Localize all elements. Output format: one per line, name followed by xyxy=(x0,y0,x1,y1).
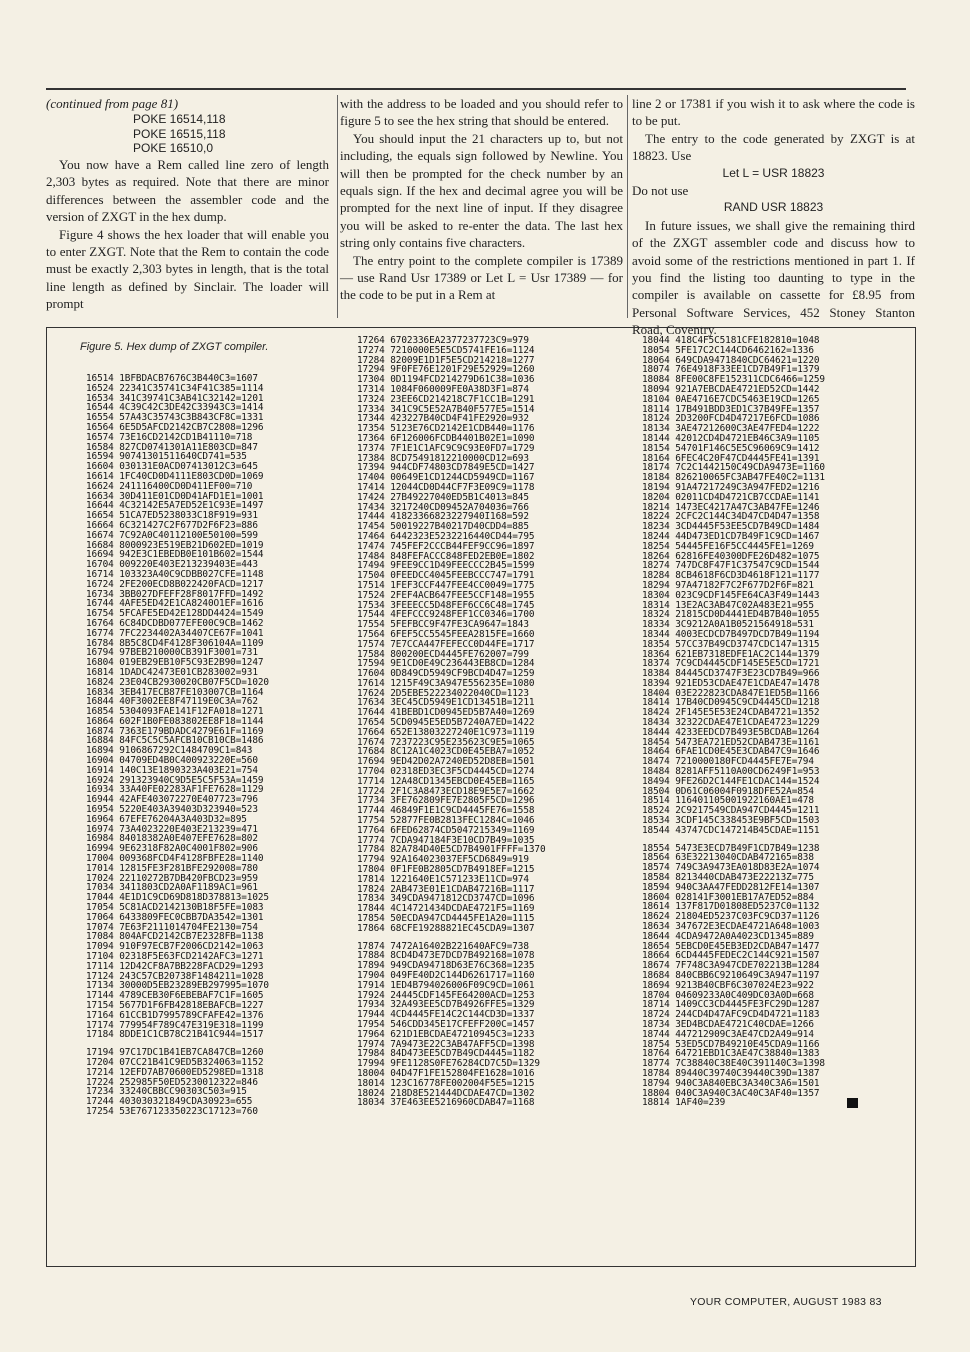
hex-row: 18694 9213B40CBF6C307024E23=922 xyxy=(642,979,814,991)
hex-row: 18614 137F817D01808ED5237C0=1132 xyxy=(642,901,820,913)
hex-row: 17684 8C12A1C4023CD0E45EBA7=1052 xyxy=(357,746,535,758)
hex-row: 18114 17B491BDD3ED1C37B49FE=1357 xyxy=(642,403,820,415)
hex-row: 17564 6FEF5CC5545FEEA2815FE=1660 xyxy=(357,628,535,640)
hex-row: 17984 84D473EE5CD7B49CD4445=1182 xyxy=(357,1048,535,1060)
hex-row: 18444 4233EEDCD7B493E5BCDAB=1264 xyxy=(642,726,820,738)
hex-row: 18094 921A7EBCDAE4721ED52CD=1442 xyxy=(642,383,820,395)
hex-row: 18474 7210000180FCD4445FE7E=794 xyxy=(642,756,814,768)
hex-row: 17494 9FEE9CC1D49FEECCC2B45=1599 xyxy=(357,560,535,572)
hex-row: 16734 3BB027DFEFF28F8017FFD=1492 xyxy=(86,588,264,600)
hex-row: 18234 3CD4445F53EE5CD7B49CD=1484 xyxy=(642,521,820,533)
article-column-3 xyxy=(632,95,915,339)
hex-row: 18534 3CDF145C338453E9BF5CD=1503 xyxy=(642,815,820,827)
hex-row: 18744 447212909C3AE47CD2A49=914 xyxy=(642,1028,814,1040)
hex-row: 17194 97C17DC1B41EB7CA847CB=1260 xyxy=(86,1047,264,1059)
hex-row: 17444 41823366823227940I168=592 xyxy=(357,511,529,523)
hex-row: 17524 2FEF4ACB647FEE5CCF148=1955 xyxy=(357,589,535,601)
hex-row: 17154 5677D1F6FB42818EBAFCB=1227 xyxy=(86,1000,264,1011)
hex-row: 16724 2FE200ECD8B022420FACD=1217 xyxy=(86,578,264,590)
hex-row: 18764 64721EBD1C3AE47C38840=1383 xyxy=(642,1048,820,1060)
hex-row: 16984 84018382A0E407EFE7628=802 xyxy=(86,833,258,845)
hex-row: 17954 546CDD345E17CFEFF200C=1457 xyxy=(357,1018,535,1030)
hex-row: 17504 0FEEDCC4045FEEBCCC747=1791 xyxy=(357,570,535,582)
page-footer: YOUR COMPUTER, AUGUST 1983 83 xyxy=(690,1296,882,1308)
hex-row: 18644 4CDA9472A0A4023CD1345=889 xyxy=(642,930,814,942)
hex-row: 18104 0AE4716E7CDC5463E19CD=1265 xyxy=(642,393,820,405)
hex-row: 17414 12044CD0D44CF7F3E09C9=1178 xyxy=(357,481,535,493)
hex-row: 17084 804AFCD2142CB7E2328FB=1138 xyxy=(86,931,264,943)
paragraph: Do not use xyxy=(632,183,689,199)
hex-row: 17894 949CDA94718D63E76C368=1235 xyxy=(357,960,535,972)
hex-row: 17224 252985F50ED5230012322=846 xyxy=(86,1076,258,1088)
hex-row: 18704 04609233A0C409DC03A0D=668 xyxy=(642,989,814,1001)
hex-row: 18514 116401105001922160AE1=478 xyxy=(642,795,814,807)
hex-row: 17394 944CDF74803CD7849E5CD=1427 xyxy=(357,462,535,474)
hex-row: 17714 12A48CD1345EBCD0E45EB=1165 xyxy=(357,775,535,787)
hex-row: 16994 9E62318F82A0C4001F802=906 xyxy=(86,843,258,855)
hex-row: 17454 50019227B40217D40CDD4=885 xyxy=(357,521,529,533)
hex-column-2 xyxy=(357,336,546,1108)
hex-row: 16514 1BFBDACB7676C3B440C3=1607 xyxy=(86,373,258,384)
hex-row: 17184 8DDE1C1CB78C21B41C944=1517 xyxy=(86,1029,264,1041)
hex-row: 16704 009220E403E213239403E=443 xyxy=(86,559,258,571)
hex-row: 16684 8000923E519EB21D602ED=1019 xyxy=(86,539,264,551)
hex-row: 17064 6433809FEC0CBB7DA3542=1301 xyxy=(86,911,264,923)
article-column-1 xyxy=(46,95,329,313)
hex-row: 18334 3C9212A0A1B0521564918=531 xyxy=(642,619,814,631)
hex-row: 17704 02318ED3EC3F5CD4445CD=1274 xyxy=(357,766,535,778)
hex-row: 18074 76E4918F33EE1CD7B49F1=1379 xyxy=(642,364,820,376)
hex-row: 18144 42012CD4D4721EB46C3A9=1105 xyxy=(642,432,820,444)
hex-row: 18564 63E32213040CDAB472165=838 xyxy=(642,852,814,864)
hex-row: 17324 23EE6CD214218C7F1CC1B=1291 xyxy=(357,393,535,405)
hex-row: 18794 940C3A840EBC3A340C3A6=1501 xyxy=(642,1077,820,1089)
hex-row: 17624 2D5EBE522234022040CD=1123 xyxy=(357,687,529,699)
hex-row: 18174 7C2C1442150C49CDA9473E=1160 xyxy=(642,462,825,474)
hex-row: 18284 8CB4618F6CD3D4618F121=1177 xyxy=(642,570,820,582)
hex-row: 16804 019EB29EB10F5C93E2B90=1247 xyxy=(86,657,264,669)
hex-row: 17294 9F0FE76E1201F29E52929=1260 xyxy=(357,364,535,376)
hex-row: 16634 30D411E01CD0D41AFD1E1=1001 xyxy=(86,490,264,502)
hex-row: 17364 6F126006FCDB4401B02E1=1090 xyxy=(357,432,535,444)
hex-row: 17834 349CDA9471812CD3747CD=1096 xyxy=(357,893,535,905)
hex-row: 17754 52877FE0B2813FEC1284C=1046 xyxy=(357,815,535,827)
hex-row: 18204 02011CD4D4721CB7CCDAE=1141 xyxy=(642,491,820,503)
hex-row: 18574 749C3A9473EA018D83E2A=1074 xyxy=(642,862,820,874)
hex-row: 17604 0D849CD5949CF9BCD4D47=1259 xyxy=(357,668,535,680)
hex-row: 17674 7237223C95E235623C9E5=1065 xyxy=(357,736,535,748)
hex-row: 17854 50ECDA947CD4445FE1A20=1115 xyxy=(357,913,535,925)
figure-caption: Figure 5. Hex dump of ZXGT compiler. xyxy=(80,341,269,353)
hex-row: 18684 840CBB6C9210649C3A947=1197 xyxy=(642,970,820,981)
hex-row: 17914 1ED4B794026006F09C9CD=1061 xyxy=(357,979,535,991)
hex-row: 17244 403030321849CDA30923=655 xyxy=(86,1096,253,1108)
hex-row: 16534 341C39741C3AB41C32142=1201 xyxy=(86,392,264,404)
hex-row: 18064 649CDA9471840CDC64621=1220 xyxy=(642,354,820,366)
hex-row: 17234 33240CBBCC90303C503=915 xyxy=(86,1086,247,1098)
hex-row: 18544 43747CDC147214B45CDAE=1151 xyxy=(642,824,820,836)
hex-row: 17174 779954F789C47E319E318=1199 xyxy=(86,1019,264,1031)
column-divider xyxy=(627,95,628,318)
hex-row: 16564 6E5D5AFCD2142CB7C2808=1296 xyxy=(86,421,264,433)
hex-row: 18194 91A47217249C3A947FED2=1216 xyxy=(642,481,820,493)
hex-row: 17634 3EC45CD5949E1CD13451B=1211 xyxy=(357,697,535,709)
hex-row: 17794 92A164023037EF5CD6849=919 xyxy=(357,854,529,866)
hex-row: 16844 40F3002EE8F47119E0C3A=762 xyxy=(86,696,258,708)
hex-row: 17464 6442323E5232216440CD44=795 xyxy=(357,530,535,542)
hex-row: 17204 07CC21B41C9ED5B324063=1152 xyxy=(86,1056,264,1068)
hex-row: 18184 826210065FC3AB47FE40C2=1131 xyxy=(642,472,825,484)
hex-row: 18164 6FEC4C20F47CD4445FE41=1391 xyxy=(642,452,820,464)
paragraph: You now have a Rem called line zero of length 2,303 bytes as required. Note that there are minor differences between the assembler code and the version of ZXGT in the hex dump. xyxy=(46,156,329,225)
hex-row: 18594 940C3AA47FEDD2812FE14=1307 xyxy=(642,881,820,893)
hex-row: 16854 5304093FAE141F12FA018=1271 xyxy=(86,706,264,718)
hex-row: 17934 32A493EE5CD7B4926FFE5=1329 xyxy=(357,999,535,1011)
hex-row: 18804 040C3A940C3AC40C3AF40=1357 xyxy=(642,1087,820,1099)
hex-row: 18324 21815CD0D4441ED4B7B40=1055 xyxy=(642,609,820,621)
hex-row: 18734 3ED4BCDAE4721C40CDAE=1266 xyxy=(642,1018,814,1030)
hex-row: 18724 244CD4D47AFC9CD4D4721=1183 xyxy=(642,1009,820,1021)
hex-row: 18424 2F145E5E53E24CDAB4721=1352 xyxy=(642,707,820,719)
paragraph: The entry point to the complete compiler is 17389 — use Rand Usr 17389 or Let L = Usr 17389 — for the code to be put in a Rem at xyxy=(340,252,623,303)
hex-row: 17904 049FE40D2C144D6261717=1160 xyxy=(357,970,535,981)
hex-row: 18524 2C9217549CDA947CD4445=1211 xyxy=(642,805,820,817)
paragraph: Figure 4 shows the hex loader that will enable you to enter ZXGT. Note that the Rem to contain the code must be exactly 2,303 bytes in length, that is the total line length as defined by Sinclair. The loader will prompt xyxy=(46,226,329,312)
hex-row: 18434 32322CDAE47E1CDAE4723=1229 xyxy=(642,717,820,729)
hex-row: 17384 8CD75491812210000CD12=693 xyxy=(357,452,529,464)
hex-row: 17104 02318F5E63FCD2142AFC3=1271 xyxy=(86,951,264,963)
hex-row: 17994 9FE1128S0FE76284CD7C5D=1329 xyxy=(357,1058,540,1070)
hex-row: 18054 5FE17C2C144CD6462162=1336 xyxy=(642,344,814,356)
hex-row: 16754 5FCAFE5ED42E128DD4424=1549 xyxy=(86,608,264,620)
hex-row: 17424 27B49227040ED5B1C4013=845 xyxy=(357,491,529,503)
code-line: RAND USR 18823 xyxy=(723,200,824,215)
paragraph: In future issues, we shall give the remaining third of the ZXGT assembler code and discuss how to avoid some of the restrictions mentioned in part 1. If you find the listing too daunting to type in the compiler is available on cassette for £8.95 from Personal Software Services, 452 Stoney Stanton Road, Coventry. xyxy=(632,217,915,338)
hex-row: 18264 62816FE40300DFE26D482=1075 xyxy=(642,550,820,562)
hex-row: 18214 1473EC4217A47C3AB47FE=1246 xyxy=(642,501,820,513)
hex-row: 16794 97BEB210000CB391F3001=731 xyxy=(86,647,258,659)
hex-row: 17024 22110272B7DB420FBCD23=959 xyxy=(86,872,258,884)
hex-row: 18754 53ED5CD7B49210E45CDA9=1166 xyxy=(642,1038,820,1050)
hex-row: 17114 12D42CF8A7BB228FACD29=1293 xyxy=(86,960,264,972)
hex-row: 17484 848FEFACCC848FED2EB0E=1802 xyxy=(357,550,535,562)
hex-row: 17004 009368FCD4F4128FBFE28=1140 xyxy=(86,853,264,865)
hex-row: 18244 44D473ED1CD7B49F1C9CD=1467 xyxy=(642,530,820,542)
hex-row: 18294 97A47182F7C2F677D2F6F=821 xyxy=(642,579,814,591)
hex-row: 18154 54701F146C5E5C96069C9=1412 xyxy=(642,442,820,454)
hex-row: 17664 652E13803227240E1C973=1119 xyxy=(357,726,535,738)
hex-row: 16674 7C92A0C40112100E50100=599 xyxy=(86,529,258,541)
hex-row: 18124 2D3200FCD4D47217E6FCD=1086 xyxy=(642,413,820,425)
hex-row: 16824 23E04CB2930020CB07F5CD=1020 xyxy=(86,676,269,688)
hex-row: 17694 9ED42D02A7240ED52D8EB=1501 xyxy=(357,756,535,768)
hex-row: 18774 7C38840C38E40C391140C3=1398 xyxy=(642,1058,825,1070)
hex-row: 18034 37E463EE5216960CDAB47=1168 xyxy=(357,1097,535,1109)
hex-row: 17944 4CD4445FE14C2C144CD3D=1337 xyxy=(357,1009,535,1021)
hex-row: 17804 0F1FE0B2805CD7B4918EF=1215 xyxy=(357,864,535,876)
hex-row: 17264 6702336EA2377237723C9=979 xyxy=(357,335,529,346)
hex-row: 17284 82009E1D1F5E5CD214218=1277 xyxy=(357,354,535,366)
hex-row: 18134 3AE47212600C3AE47FED4=1222 xyxy=(642,423,820,435)
hex-row: 17864 68CFE19288821EC45CDA9=1307 xyxy=(357,922,535,934)
hex-row: 18584 8213440CDAB473E22213Z=775 xyxy=(642,872,814,884)
hex-row: 18024 218D8E521444DCDAE47CD=1302 xyxy=(357,1087,535,1099)
hex-row: 16964 67EFE76204A3A403D32=895 xyxy=(86,813,247,825)
hex-row: 16974 73A4023220E403E213239=471 xyxy=(86,823,258,835)
hex-row: 17314 1084F060009FE0A38D3F1=874 xyxy=(357,383,529,395)
hex-row: 18394 921ED53CDAE47E1CDAE47=1478 xyxy=(642,677,820,689)
hex-row: 17574 7E7CCA447FEFECC0D44FE=1717 xyxy=(357,638,535,650)
poke-line: POKE 16514,118 xyxy=(133,112,226,127)
hex-row: 18504 0D61C06004F0918DFE52A=854 xyxy=(642,785,814,797)
hex-row: 17334 341C9C5E52A7B40F577E5=1514 xyxy=(357,403,535,415)
hex-row: 16924 291323940C9D5E5C5F53A=1459 xyxy=(86,774,264,786)
hex-row: 18044 418C4F5C5181CFE182810=1048 xyxy=(642,335,820,346)
hex-row: 17354 5123E76CD2142E1CDB440=1176 xyxy=(357,423,535,435)
hex-row: 18664 6CD4445FEDEC2C144C921=1507 xyxy=(642,950,820,962)
hex-row: 17014 12815FE3F281BFE292008=780 xyxy=(86,862,258,874)
hex-row: 17344 423227B40CD4F41FE2920=932 xyxy=(357,413,529,425)
hex-row: 18484 8281AFF5110A00CD6249F1=953 xyxy=(642,766,820,778)
code-line: Let L = USR 18823 xyxy=(722,165,825,180)
hex-row: 17594 9E1CD0E49C236443EB8CD=1284 xyxy=(357,658,535,670)
hex-row: 18344 4003ECDCD7B497DCD7B49=1194 xyxy=(642,628,820,640)
hex-row: 16584 827CD0741301A11E803CD=847 xyxy=(86,441,258,453)
hex-row: 18354 57CC37B49CD3747CDC147=1315 xyxy=(642,638,820,650)
hex-row: 17764 6FED62874CD5047215349=1169 xyxy=(357,824,535,836)
hex-row: 18374 7C9CD4445CDF145E5E5CD=1721 xyxy=(642,658,820,670)
hex-row: 16914 140C13E1890323A403E21=754 xyxy=(86,764,258,776)
hex-row: 17654 5CD0945E5ED5B7240A7ED=1422 xyxy=(357,717,535,729)
hex-row: 17784 82A784D40E5CD7B4901FFFF=1370 xyxy=(357,844,546,856)
hex-row: 16904 04709ED4B0C400923220E=560 xyxy=(86,755,258,767)
hex-row: 16544 4C39C42C3DE42C33943C3=1414 xyxy=(86,402,264,414)
hex-row: 18624 21804ED5237C03FC9CD37=1126 xyxy=(642,911,820,923)
hex-row: 18414 17B40CD0945C9CD4445CD=1218 xyxy=(642,697,820,709)
hex-row: 17844 4C14721434DCDAE4721F5=1169 xyxy=(357,903,535,915)
paragraph: You should input the 21 characters up to, but not including, the equals sign followed by Newline. You will then be prompted for the check number by an equals sign. If the hex and decimal agree you will be prompted for the next line of input. If they disagree you will be asked to re-enter the data. The last hex string only contains five characters. xyxy=(340,130,623,251)
hex-row: 17144 4789CEB30F6EBEBAF7C1F=1605 xyxy=(86,990,264,1002)
hex-row: 17434 3217240CD09452A704036=766 xyxy=(357,501,529,513)
hex-row: 18604 028141F3001EB17A7ED52=884 xyxy=(642,891,814,903)
hex-row: 16764 6C84DCDBD077EFE00C9CB=1462 xyxy=(86,617,264,629)
hex-row: 17724 2F1C3A8473ECD18E9E5E7=1662 xyxy=(357,785,535,797)
hex-row: 18654 5EBCD0E45EB3ED2CDAB47=1477 xyxy=(642,940,820,952)
hex-row: 17514 1FEF3CCF447FEE4CC0049=1775 xyxy=(357,579,535,591)
hex-row: 17164 61CCB1D7995789CFAFE42=1376 xyxy=(86,1009,264,1021)
hex-row: 16574 73E16CD2142CD1B41110=718 xyxy=(86,431,253,443)
hex-row: 18254 54445FE16F5CC4445FE1=1269 xyxy=(642,540,814,552)
hex-row: 18784 89440C39740C39440C39D=1387 xyxy=(642,1067,820,1079)
hex-row: 18014 123C16778FE002004F5E5=1215 xyxy=(357,1077,535,1089)
article-column-2 xyxy=(340,95,623,304)
continued-note: (continued from page 81) xyxy=(46,96,179,111)
hex-row: 16524 22341C35741C34F41C385=1114 xyxy=(86,382,264,394)
hex-row: 18674 7F748C3A947CDE702213B=1284 xyxy=(642,960,820,972)
hex-row: 16624 241116400CD0D411EF00=710 xyxy=(86,480,253,492)
page-top-rule xyxy=(46,88,906,90)
hex-row: 17534 3FEEECC5D48FEF6CC6C48=1745 xyxy=(357,599,535,611)
hex-row: 17644 41BEBD1CD0945ED5B7A40=1269 xyxy=(357,707,535,719)
hex-row: 16654 51CA7ED5238033C18F919=931 xyxy=(86,510,258,522)
hex-row: 16604 030131E0ACD07413012C3=645 xyxy=(86,461,258,473)
hex-row: 17274 7210000E5E5CD5741FE16=1124 xyxy=(357,344,535,356)
hex-row: 18084 8FE00C8FE152311CDC6466=1259 xyxy=(642,374,825,386)
hex-row: 18384 84445CD3747F3E23CD7B49=966 xyxy=(642,668,820,680)
hex-row: 17774 7CDA947184F3E10CD7B49=1035 xyxy=(357,834,535,846)
hex-row: 16934 33A40FE02283AF1FE7628=1129 xyxy=(86,784,264,796)
hex-row: 17254 53E767123350223C17123=760 xyxy=(86,1105,258,1117)
hex-row: 17924 24445CDF145FE64200ACD=1253 xyxy=(357,989,535,1001)
hex-row: 16894 9106867292C1484709C1=843 xyxy=(86,745,253,757)
hex-row: 16694 942E3C1EBEDB0E101B602=1544 xyxy=(86,549,264,561)
hex-row: 16774 7FC2234402A34407CE67F=1041 xyxy=(86,627,264,639)
hex-row: 17214 12EFD7AB70600ED5298ED=1318 xyxy=(86,1066,264,1078)
hex-row: 18224 2CFC2C144C34D47CD4D47=1358 xyxy=(642,511,820,523)
hex-row: 17964 621D1EBCDAE47210945C3=1233 xyxy=(357,1028,535,1040)
hex-row: 16784 8B5C8CD4F4128F306104A=1109 xyxy=(86,637,264,649)
hex-row: 16554 57A43C35743C3B843CF8C=1331 xyxy=(86,412,264,424)
hex-row: 17544 4FEFCCC9248FEF1CC0346=1700 xyxy=(357,609,535,621)
paragraph: line 2 or 17381 if you wish it to ask where the code is to be put. xyxy=(632,96,915,129)
hex-row: 18634 347672E3ECDAE4721A648=1003 xyxy=(642,921,820,933)
hex-row: 17374 7F1E1C1AFC9C9C93E0FD7=1729 xyxy=(357,442,535,454)
hex-row: 16874 7363E179BDADC4279E61F=1169 xyxy=(86,725,264,737)
hex-row: 16814 1DADC42473E01CB283002=931 xyxy=(86,666,258,678)
hex-row: 17124 243C57CB20738F1484211=1028 xyxy=(86,970,264,982)
hex-row: 17094 910F97ECB7F2006CD2142=1063 xyxy=(86,941,264,953)
hex-row: 17614 1215F49C3A947E556235E=1080 xyxy=(357,677,535,689)
paragraph: The entry to the code generated by ZXGT is at 18823. Use xyxy=(632,130,915,164)
hex-row: 17814 1221640E1C571233E11CD=974 xyxy=(357,873,529,885)
end-marker xyxy=(847,1098,858,1108)
hex-row: 18814 1AF40=239 xyxy=(642,1098,825,1108)
hex-row: 16614 1FC40CD0D4111E803CD0D=1069 xyxy=(86,470,264,482)
hex-row: 17554 5FEFBCC9F47FE3CA9647=1843 xyxy=(357,619,529,631)
hex-row: 18304 023C9CDF145FE64CA3F49=1443 xyxy=(642,589,820,601)
hex-row: 17304 0D1194FCD214279D61C38=1036 xyxy=(357,374,535,386)
hex-row: 17874 7472A16402B221640AFC9=738 xyxy=(357,940,529,952)
hex-row: 18314 13E2AC3AB47C02A483E21=955 xyxy=(642,599,814,611)
hex-row: 17034 3411803CD2A0AF1189AC1=961 xyxy=(86,882,258,894)
hex-row: 16664 6C321427C2F677D2F6F23=886 xyxy=(86,519,258,531)
hex-row: 18404 03E222823CDA847E1ED5B=1166 xyxy=(642,687,820,699)
hex-row: 16864 602F1B0FE083802EE8F18=1144 xyxy=(86,715,264,727)
hex-row: 18494 9FE26D2C144FE1CDAC144=1524 xyxy=(642,775,820,787)
hex-row: 17404 00649E1CD1244CD5949CD=1167 xyxy=(357,472,535,484)
hex-row: 17734 3FE762809FE7E2805F5CD=1296 xyxy=(357,795,535,807)
hex-row: 16834 3EB417ECB87FE103007CB=1164 xyxy=(86,686,264,698)
hex-row: 17884 8CD4D473E7DCD7B492168=1078 xyxy=(357,950,535,962)
hex-row: 18554 5473E3ECD7B49F1CD7B49=1238 xyxy=(642,842,820,854)
hex-row: 17074 7E63F2111014704FE2130=754 xyxy=(86,921,258,933)
hex-row: 18004 04D47F1FE152804FE1628=1016 xyxy=(357,1067,535,1079)
hex-column-3 xyxy=(642,336,825,1108)
hex-row: 17974 7A9473E22C3AB47AFF5CD=1398 xyxy=(357,1038,535,1050)
hex-row: 16714 103323A40C9CDBB027CFE=1148 xyxy=(86,568,264,580)
hex-row: 17744 46849F1E1C9CD4445FE76=1558 xyxy=(357,805,535,817)
hex-row: 16884 84FC5C5C5AFCB10CB10CB=1486 xyxy=(86,735,264,747)
hex-row: 16954 5220E403A39403D323940=523 xyxy=(86,804,258,816)
hex-row: 17044 4E1D1C9CD69D818D378813=1025 xyxy=(86,892,269,904)
poke-line: POKE 16515,118 xyxy=(133,126,226,141)
hex-row: 17584 800200ECD4445FE762007=799 xyxy=(357,648,529,660)
hex-row: 16944 42AFE403072270E407723=796 xyxy=(86,794,258,806)
hex-row: 16744 4AFE5ED42E1CA8240O1EF=1616 xyxy=(86,598,264,610)
hex-column-1 xyxy=(86,374,269,1117)
hex-row: 18274 747DC8F47F1C37547C9CD=1544 xyxy=(642,560,820,572)
hex-row: 17824 2AB473E01E1CDAB47216B=1117 xyxy=(357,883,535,895)
paragraph: with the address to be loaded and you should refer to figure 5 to see the hex string that should be entered. xyxy=(340,96,623,129)
hex-row: 16644 4C32142E5A7ED52E1C93E=1497 xyxy=(86,500,264,512)
hex-row: 17134 30000D5EB23289EB297995=1070 xyxy=(86,980,269,992)
hex-row: 18464 6FAE1CD0E45E3CDAB47C9=1646 xyxy=(642,746,820,758)
poke-line: POKE 16510,0 xyxy=(133,141,214,156)
hex-row: 17054 5C81ACD2142130B18F5FE=1083 xyxy=(86,902,264,914)
column-divider xyxy=(337,95,338,318)
hex-row: 16594 90741301511640CD741=535 xyxy=(86,451,247,463)
hex-row: 18364 621EB7318EDFE1AC2C144=1379 xyxy=(642,648,820,660)
hex-row: 18454 5473EA721ED52CDAB473E=1161 xyxy=(642,736,820,748)
hex-row: 18714 1409CC3CD4445FE3FC29D=1287 xyxy=(642,999,820,1011)
hex-row: 17474 745FEF2CCCB44FEF9CC96=1897 xyxy=(357,540,535,552)
